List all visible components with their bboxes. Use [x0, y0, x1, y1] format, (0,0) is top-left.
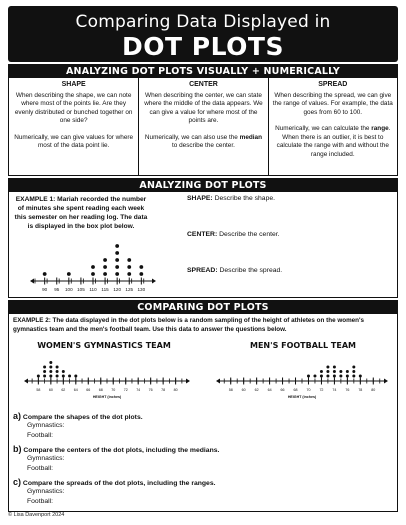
tick-label: 125 [125, 287, 134, 292]
data-dot [43, 366, 46, 369]
data-dot [49, 375, 52, 378]
data-dot [333, 370, 336, 373]
answer-gymnastics: Gymnastics: [27, 422, 65, 429]
shape-column [9, 78, 138, 175]
title-subtitle: Comparing Data Displayed in [75, 12, 331, 32]
spread-text-1: When describing the spread, we can give the range of values. For example, the data goes from 60 to 100. [272, 91, 393, 116]
data-dot [333, 366, 336, 369]
spread-heading: SPREAD [318, 81, 348, 88]
answer-football: Football: [27, 465, 54, 472]
arrow-right-icon [186, 379, 190, 384]
data-dot [307, 375, 310, 378]
data-dot [37, 375, 40, 378]
question-c: c) Compare the spreads of the dot plots, including the ranges. Gymnastics: Football: [13, 477, 216, 505]
tick-label: 66 [280, 388, 285, 392]
copyright-footer: © Lisa Davenport 2024 [8, 512, 65, 518]
tick-label: 66 [86, 388, 91, 392]
tick-label: 100 [64, 287, 73, 292]
data-dot [103, 258, 107, 262]
section-header: ANALYZING DOT PLOTS VISUALLY + NUMERICALLY [9, 65, 397, 78]
tick-label: 70 [306, 388, 311, 392]
tick-label: 115 [101, 287, 109, 292]
answer-football: Football: [27, 498, 54, 505]
shape-heading: SHAPE [61, 81, 86, 88]
tick-label: 70 [111, 388, 116, 392]
data-dot [67, 272, 71, 276]
tick-label: 62 [254, 388, 259, 392]
data-dot [91, 272, 95, 276]
data-dot [127, 258, 131, 262]
tick-label: 64 [73, 388, 78, 392]
shape-text-1: When describing the shape, we can note where most of the points lie. Are they evenly distributed or bunched together on one side? [14, 91, 133, 124]
data-dot [346, 370, 349, 373]
data-dot [62, 375, 65, 378]
center-prompt: CENTER: Describe the center. [187, 231, 280, 238]
data-dot [346, 375, 349, 378]
data-dot [333, 375, 336, 378]
football-plot-title: MEN'S FOOTBALL TEAM [250, 341, 356, 350]
arrow-right-icon [152, 279, 156, 284]
tick-label: 110 [89, 287, 97, 292]
gymnastics-dot-plot [17, 351, 197, 409]
title-main: DOT PLOTS [122, 32, 284, 61]
axis-label: HEIGHT (inches) [287, 395, 317, 399]
data-dot [339, 370, 342, 373]
tick-label: 95 [54, 287, 60, 292]
data-dot [103, 265, 107, 269]
answer-gymnastics: Gymnastics: [27, 455, 65, 462]
tick-label: 76 [148, 388, 153, 392]
tick-label: 58 [36, 388, 41, 392]
center-text-1: When describing the center, we can state where the middle of the data appears. We can give a value for where most of the points are. [144, 91, 263, 124]
tick-label: 74 [136, 388, 141, 392]
tick-label: 105 [77, 287, 85, 292]
data-dot [326, 366, 329, 369]
tick-label: 58 [228, 388, 233, 392]
data-dot [115, 265, 119, 269]
arrow-left-icon [30, 279, 34, 284]
data-dot [62, 370, 65, 373]
data-dot [320, 375, 323, 378]
data-dot [56, 370, 59, 373]
spread-column [268, 78, 397, 175]
arrow-left-icon [216, 379, 220, 384]
gymnastics-plot-title: WOMEN'S GYMNASTICS TEAM [37, 341, 171, 350]
title-banner [8, 6, 398, 62]
data-dot [115, 272, 119, 276]
section-header: ANALYZING DOT PLOTS [9, 179, 397, 192]
spread-text-2: Numerically, we can calculate the range. When there is an outlier, it is best to calculate the range with and without the range included. [275, 125, 391, 158]
section-visual-numerical [8, 64, 398, 176]
data-dot [56, 366, 59, 369]
tick-label: 72 [123, 388, 128, 392]
data-dot [49, 370, 52, 373]
tick-label: 90 [42, 287, 48, 292]
tick-label: 130 [137, 287, 146, 292]
data-dot [339, 375, 342, 378]
data-dot [103, 272, 107, 276]
section-comparing [8, 300, 398, 512]
arrow-left-icon [24, 379, 28, 384]
center-column [138, 78, 267, 175]
shape-prompt: SHAPE: Describe the shape. [187, 195, 276, 202]
data-dot [43, 272, 47, 276]
section-header: COMPARING DOT PLOTS [9, 301, 397, 314]
data-dot [359, 375, 362, 378]
tick-label: 62 [61, 388, 66, 392]
data-dot [43, 375, 46, 378]
tick-label: 76 [345, 388, 350, 392]
data-dot [352, 375, 355, 378]
question-a: a) Compare the shapes of the dot plots. Gymnastics: Football: [13, 411, 143, 439]
data-dot [115, 251, 119, 255]
tick-label: 60 [241, 388, 246, 392]
data-dot [43, 370, 46, 373]
data-dot [139, 272, 143, 276]
center-heading: CENTER [189, 81, 218, 88]
tick-label: 64 [267, 388, 272, 392]
spread-prompt: SPREAD: Describe the spread. [187, 267, 283, 274]
axis-label: HEIGHT (inches) [92, 395, 122, 399]
data-dot [49, 361, 52, 364]
data-dot [74, 375, 77, 378]
football-dot-plot [209, 351, 395, 409]
data-dot [115, 244, 119, 248]
tick-label: 78 [358, 388, 363, 392]
tick-label: 72 [319, 388, 324, 392]
data-dot [68, 375, 71, 378]
data-dot [352, 370, 355, 373]
center-text-2: Numerically, we can also use the median to describe the center. [144, 133, 263, 149]
data-dot [127, 265, 131, 269]
answer-football: Football: [27, 432, 54, 439]
data-dot [313, 375, 316, 378]
tick-label: 78 [161, 388, 166, 392]
arrow-right-icon [384, 379, 388, 384]
data-dot [127, 272, 131, 276]
tick-label: 120 [113, 287, 122, 292]
data-dot [49, 366, 52, 369]
example-1-text: EXAMPLE 1: Mariah recorded the number of minutes she spent reading each week this semester on her reading log. The data is displayed in the box plot below. [14, 196, 148, 230]
data-dot [352, 366, 355, 369]
section-analyzing [8, 178, 398, 298]
data-dot [326, 375, 329, 378]
tick-label: 74 [332, 388, 337, 392]
data-dot [91, 265, 95, 269]
question-b: b) Compare the centers of the dot plots, including the medians. Gymnastics: Football: [13, 444, 220, 472]
tick-label: 68 [293, 388, 298, 392]
shape-text-2: Numerically, we can give values for where most of the data point lie. [14, 133, 134, 149]
data-dot [56, 375, 59, 378]
tick-label: 80 [173, 388, 178, 392]
example-2-text: EXAMPLE 2: The data displayed in the dot plots below is a random sampling of the height of athletes on the women's gymnastics team and the men's football team. Use this data to answer the questions below. [13, 317, 365, 333]
reading-dot-plot [13, 229, 173, 297]
tick-label: 60 [48, 388, 53, 392]
data-dot [326, 370, 329, 373]
data-dot [115, 258, 119, 262]
answer-gymnastics: Gymnastics: [27, 488, 65, 495]
worksheet-page [8, 6, 398, 512]
data-dot [139, 265, 143, 269]
tick-label: 68 [98, 388, 103, 392]
tick-label: 80 [371, 388, 376, 392]
data-dot [320, 370, 323, 373]
